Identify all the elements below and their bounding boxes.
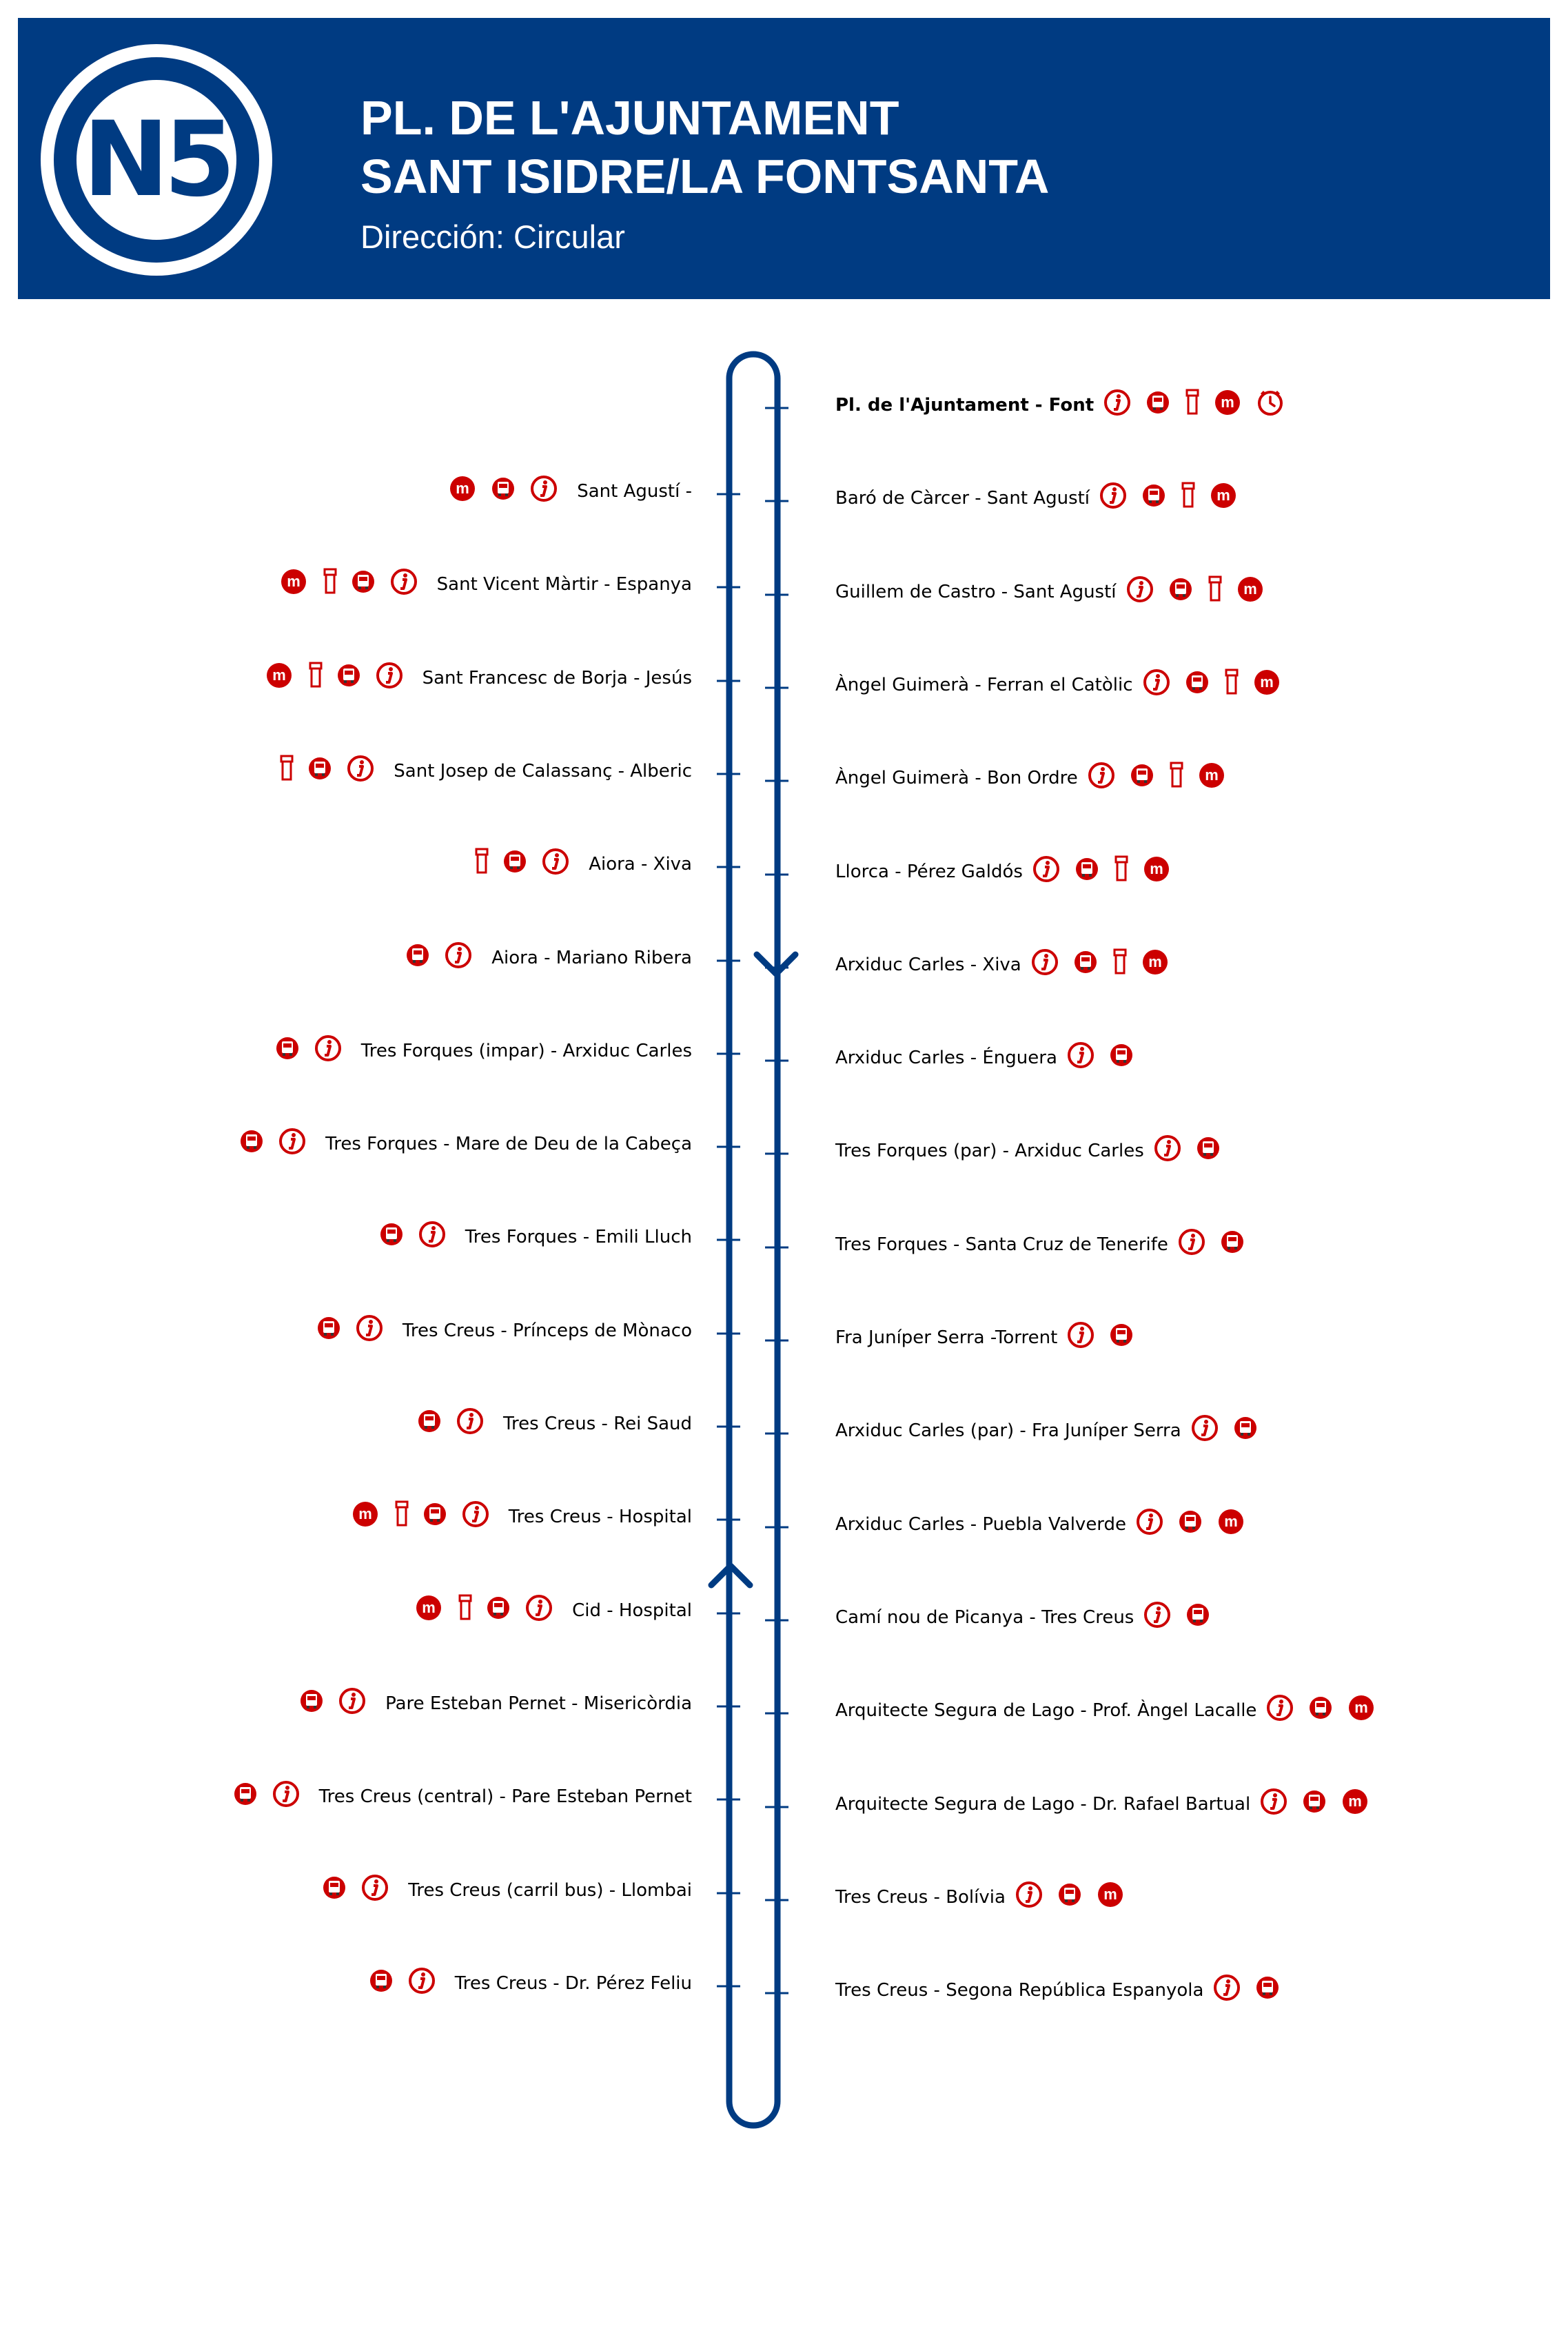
stop-icons [1015, 1881, 1139, 1908]
bus-icon [1221, 1230, 1244, 1254]
taxi-stand-icon [323, 568, 339, 595]
stop-name: Arxiduc Carles - Énguera [835, 1048, 1057, 1068]
info-icon [462, 1500, 489, 1528]
bus-icon [240, 1130, 263, 1153]
info-icon [1143, 669, 1170, 696]
stop-name: Pl. de l'Ajuntament - Font [835, 395, 1094, 416]
stop-icons [1266, 1694, 1390, 1722]
stop-icons [1067, 1321, 1148, 1349]
info-icon [1032, 855, 1060, 883]
metro-icon [1253, 669, 1281, 696]
metro-icon [1341, 1788, 1369, 1815]
taxi-stand-icon [1112, 948, 1129, 976]
stop-name: Camí nou de Picanya - Tres Creus [835, 1607, 1134, 1628]
info-icon [456, 1407, 484, 1435]
info-icon [542, 848, 569, 875]
bus-icon [337, 664, 360, 687]
stop-icons [300, 1687, 381, 1715]
stop-icons [369, 1967, 451, 1995]
bus-icon [1058, 1883, 1081, 1906]
stop-icons [1178, 1228, 1259, 1256]
bus-icon [323, 1876, 346, 1899]
svg-text:m: m [272, 666, 286, 684]
info-icon [338, 1687, 366, 1715]
bus-icon [1234, 1416, 1257, 1440]
bus-icon [234, 1782, 257, 1806]
stop-name: Tres Forques - Santa Cruz de Tenerife [835, 1234, 1168, 1255]
stop-icons [1088, 762, 1241, 789]
bus-icon [423, 1502, 447, 1526]
metro-icon [1097, 1881, 1124, 1908]
info-icon [278, 1128, 306, 1155]
stop-icons [1126, 575, 1279, 603]
bus-icon [1075, 857, 1099, 881]
stop-name: Àngel Guimerà - Ferran el Catòlic [835, 675, 1133, 695]
stop-icons [1099, 482, 1252, 509]
svg-text:m: m [1243, 580, 1257, 598]
info-icon [1213, 1974, 1241, 2001]
bus-icon [276, 1037, 299, 1060]
stop-name: Aiora - Mariano Ribera [491, 948, 692, 968]
stop-icons [406, 941, 487, 969]
stop-icons [418, 1407, 499, 1435]
stop-name: Sant Josep de Calassanç - Alberic [394, 761, 692, 782]
route-title-line-1: PL. DE L'AJUNTAMENT [360, 91, 899, 145]
info-icon [445, 941, 472, 969]
metro-icon [265, 662, 293, 689]
stop-icons [317, 1314, 398, 1342]
metro-icon [1347, 1694, 1375, 1722]
stop-icons [265, 662, 418, 689]
bus-icon [1303, 1790, 1326, 1813]
info-icon [1260, 1788, 1287, 1815]
bus-icon [1110, 1323, 1133, 1347]
stop-name: Sant Vicent Màrtir - Espanya [436, 574, 692, 595]
svg-text:m: m [456, 480, 470, 497]
metro-icon [1236, 575, 1264, 603]
info-icon [1143, 1601, 1171, 1629]
stop-icons [1191, 1414, 1272, 1442]
stop-name: Llorca - Pérez Galdós [835, 861, 1023, 882]
info-icon [376, 662, 403, 689]
stop-name: Arquitecte Segura de Lago - Prof. Àngel Lacalle [835, 1700, 1257, 1721]
stop-name: Arxiduc Carles - Puebla Valverde [835, 1514, 1127, 1535]
stop-icons [1260, 1788, 1384, 1815]
stop-name: Tres Forques (impar) - Arxiduc Carles [360, 1041, 692, 1061]
bus-icon [1142, 484, 1165, 507]
bus-icon [1146, 391, 1170, 414]
bus-icon [1197, 1136, 1220, 1160]
info-icon [1067, 1321, 1094, 1349]
metro-icon [280, 568, 307, 595]
stop-icons [240, 1128, 321, 1155]
info-icon [1031, 948, 1059, 976]
metro-icon [1141, 948, 1169, 976]
stop-name: Àngel Guimerà - Bon Ordre [835, 768, 1078, 788]
metro-icon [1217, 1508, 1245, 1536]
stop-icons [280, 568, 433, 595]
taxi-stand-icon [1185, 389, 1201, 416]
taxi-stand-icon [474, 848, 491, 875]
svg-text:m: m [1354, 1699, 1369, 1716]
bus-icon [352, 570, 375, 593]
svg-text:m: m [1221, 394, 1234, 411]
taxi-stand-icon [279, 755, 296, 782]
stop-name: Cid - Hospital [572, 1600, 692, 1621]
info-icon [418, 1221, 446, 1248]
stop-name: Tres Forques (par) - Arxiduc Carles [835, 1141, 1144, 1161]
metro-icon [415, 1594, 442, 1622]
info-icon [1266, 1694, 1294, 1722]
clock-icon [1256, 389, 1284, 416]
stop-icons [474, 848, 584, 875]
svg-text:m: m [1150, 860, 1163, 877]
info-icon [408, 1967, 436, 1995]
info-icon [314, 1034, 342, 1062]
info-icon [390, 568, 418, 595]
bus-icon [1110, 1043, 1133, 1067]
stop-name: Tres Creus (carril bus) - Llombai [408, 1880, 692, 1901]
stop-name: Tres Creus - Segona República Espanyola [835, 1980, 1204, 2001]
bus-icon [503, 850, 527, 873]
stop-name: Guillem de Castro - Sant Agustí [835, 582, 1117, 602]
bus-icon [369, 1969, 393, 1992]
info-icon [1191, 1414, 1219, 1442]
svg-text:m: m [286, 573, 301, 590]
bus-icon [491, 477, 515, 500]
info-icon [1067, 1041, 1094, 1069]
bus-icon [308, 757, 332, 780]
bus-icon [317, 1316, 340, 1340]
stop-icons [1067, 1041, 1148, 1069]
stop-name: Tres Creus - Dr. Pérez Feliu [454, 1973, 692, 1994]
stop-name: Baró de Càrcer - Sant Agustí [835, 488, 1090, 509]
stop-icons [1031, 948, 1184, 976]
stop-icons [449, 475, 573, 502]
info-icon [347, 755, 374, 782]
info-icon [1088, 762, 1115, 789]
stop-icons [1143, 669, 1296, 696]
bus-icon [487, 1596, 510, 1620]
stop-name: Sant Francesc de Borja - Jesús [422, 668, 692, 688]
bus-icon [380, 1223, 403, 1246]
stop-name: Tres Creus (central) - Pare Esteban Pernet [318, 1786, 692, 1807]
stop-icons [279, 755, 389, 782]
taxi-stand-icon [1224, 669, 1241, 696]
info-icon [1136, 1508, 1163, 1536]
taxi-stand-icon [458, 1594, 474, 1622]
stop-name: Aiora - Xiva [589, 854, 692, 875]
stop-icons [234, 1780, 315, 1808]
svg-text:m: m [1103, 1886, 1117, 1903]
bus-icon [1074, 950, 1097, 974]
bus-icon [1309, 1696, 1332, 1720]
info-icon [1103, 389, 1131, 416]
info-icon [530, 475, 558, 502]
stop-name: Tres Creus - Prínceps de Mònaco [402, 1320, 692, 1341]
bus-icon [1185, 671, 1209, 694]
taxi-stand-icon [1114, 855, 1130, 883]
stop-name: Pare Esteban Pernet - Misericòrdia [385, 1693, 692, 1714]
info-icon [525, 1594, 553, 1622]
svg-text:m: m [1216, 487, 1230, 504]
stop-icons [352, 1500, 505, 1528]
taxi-stand-icon [1208, 575, 1224, 603]
stop-icons [415, 1594, 568, 1622]
stop-name: Arxiduc Carles (par) - Fra Juníper Serra [835, 1420, 1181, 1441]
svg-text:m: m [1148, 953, 1162, 970]
stop-icons [1103, 389, 1299, 416]
svg-text:m: m [1259, 673, 1274, 691]
info-icon [1178, 1228, 1205, 1256]
bus-icon [406, 943, 429, 967]
metro-icon [1214, 389, 1241, 416]
metro-icon [449, 475, 476, 502]
bus-icon [1186, 1603, 1210, 1626]
stop-name: Fra Juníper Serra -Torrent [835, 1327, 1058, 1348]
taxi-stand-icon [394, 1500, 411, 1528]
route-number: N5 [83, 100, 230, 220]
taxi-stand-icon [1169, 762, 1185, 789]
metro-icon [1143, 855, 1170, 883]
stop-name: Arquitecte Segura de Lago - Dr. Rafael Bartual [835, 1794, 1251, 1815]
bus-icon [1179, 1510, 1202, 1533]
stop-icons [380, 1221, 461, 1248]
bus-icon [1256, 1976, 1279, 1999]
taxi-stand-icon [308, 662, 325, 689]
stop-icons [1032, 855, 1185, 883]
bus-icon [418, 1409, 441, 1433]
stop-name: Tres Forques - Mare de Deu de la Cabeça [325, 1134, 692, 1154]
bus-icon [1169, 578, 1192, 601]
svg-text:m: m [1204, 766, 1219, 784]
svg-text:m: m [358, 1505, 372, 1522]
stop-icons [1143, 1601, 1225, 1629]
taxi-stand-icon [1181, 482, 1197, 509]
svg-text:m: m [1224, 1513, 1238, 1530]
info-icon [1154, 1134, 1181, 1162]
svg-text:m: m [422, 1599, 436, 1616]
bus-icon [300, 1689, 323, 1713]
info-icon [361, 1874, 389, 1901]
stop-name: Tres Forques - Emili Lluch [465, 1227, 692, 1247]
metro-icon [1210, 482, 1237, 509]
info-icon [1099, 482, 1127, 509]
metro-icon [352, 1500, 379, 1528]
info-icon [1126, 575, 1154, 603]
stop-name: Arxiduc Carles - Xiva [835, 955, 1021, 975]
stop-icons [1213, 1974, 1294, 2001]
route-direction: Dirección: Circular [360, 218, 625, 255]
stop-name: Sant Agustí - [577, 481, 692, 502]
stop-icons [1136, 1508, 1260, 1536]
stop-name: Tres Creus - Hospital [508, 1507, 692, 1527]
stop-icons [323, 1874, 404, 1901]
bus-icon [1130, 764, 1154, 787]
svg-text:m: m [1348, 1793, 1362, 1810]
route-title-line-2: SANT ISIDRE/LA FONTSANTA [360, 150, 1050, 203]
info-icon [356, 1314, 383, 1342]
stop-icons [276, 1034, 357, 1062]
stop-icons [1154, 1134, 1235, 1162]
stop-name: Tres Creus - Rei Saud [503, 1414, 692, 1434]
info-icon [272, 1780, 300, 1808]
stop-name: Tres Creus - Bolívia [835, 1887, 1006, 1908]
info-icon [1015, 1881, 1043, 1908]
metro-icon [1198, 762, 1225, 789]
